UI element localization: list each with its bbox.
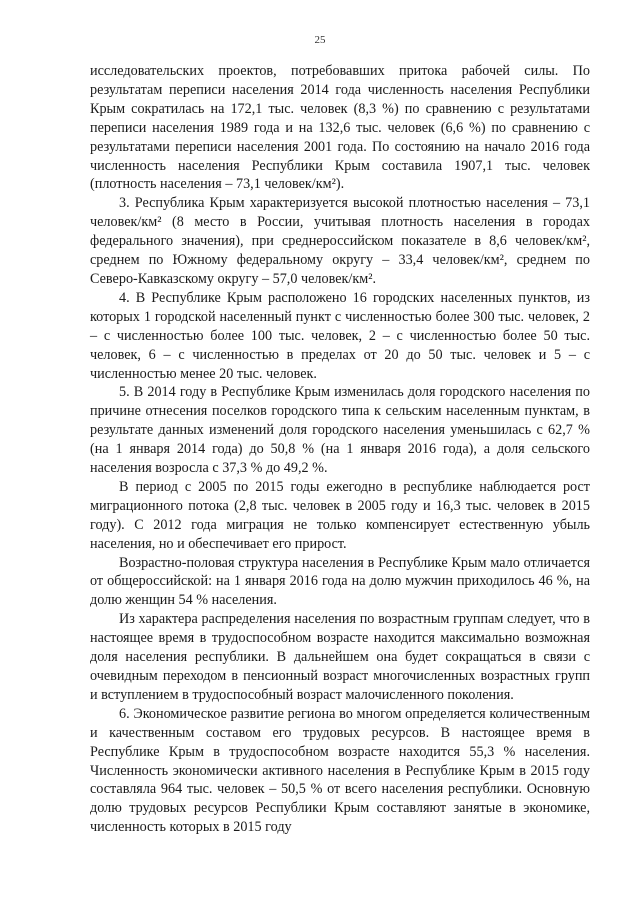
paragraph: 5. В 2014 году в Республике Крым изменилась доля городского населения по причине отнесения поселков городского типа к сельским населенным пунктам, в результате данных изменений доля городского населения уменьшилась с 62,7 % (на 1 января 2014 года) до 50,8 % (на 1 января 2016 года), а доля сельского населения возросла с 37,3 % до 49,2 %. xyxy=(90,384,590,477)
paragraph: В период с 2005 по 2015 годы ежегодно в республике наблюдается рост миграционного потока (2,8 тыс. человек в 2005 году и 16,3 тыс. человек в 2015 году). С 2012 года миграция не только компенсирует естественную убыль населения, но и обеспечивает его прирост. xyxy=(90,478,590,552)
paragraph: Возрастно-половая структура населения в Республике Крым мало отличается от общероссийской: на 1 января 2016 года на долю мужчин приходилось 46 %, на долю женщин 54 % населения. xyxy=(90,554,590,609)
paragraph: Из характера распределения населения по возрастным группам следует, что в настоящее время в трудоспособном возрасте находится максимально возможная доля населения республики. В дальнейшем она будет сокращаться в связи с очевидным переходом в пенсионный возраст многочисленных возрастных групп и вступлением в трудоспособный возраст малочисленного поколения. xyxy=(90,611,590,703)
paragraph: исследовательских проектов, потребовавших притока рабочей силы. По результатам переписи населения 2014 года численность населения Республики Крым сократилась на 172,1 тыс. человек (8,3 %) по сравнению с результатами переписи населения 1989 года и на 132,6 тыс. человек (6,6 %) по сравнению с результатами переписи населения 2001 года. По состоянию на начало 2016 года численность населения Республики Крым составила 1907,1 тыс. человек (плотность населения – 73,1 человек/км²). xyxy=(90,63,590,193)
paragraph: 3. Республика Крым характеризуется высокой плотностью населения – 73,1 человек/км² (8 место в России, учитывая плотность населения в городах федерального значения), при среднероссийском показателе в 8,6 человек/км², среднем по Южному федеральному округу – 33,4 человек/км², среднем по Северо-Кавказскому округу – 57,0 человек/км². xyxy=(90,195,590,287)
paragraph: 4. В Республике Крым расположено 16 городских населенных пунктов, из которых 1 городской населенный пункт с численностью более 300 тыс. человек, 2 – с численностью более 100 тыс. человек, 2 – с численностью более 50 тыс. человек, 6 – с численностью в пределах от 20 до 50 тыс. человек и 5 – с численностью менее 20 тыс. человек. xyxy=(90,289,590,382)
paragraph: 6. Экономическое развитие региона во многом определяется количественным и качественным составом его трудовых ресурсов. В настоящее время в Республике Крым в трудоспособном возрасте находится 55,3 % населения. Численность экономически активного населения в Республике Крым в 2015 году составляла 964 тыс. человек – 50,5 % от всего населения республики. Основную долю трудовых ресурсов Республики Крым составляют занятые в экономике, численность которых в 2015 году xyxy=(90,705,590,836)
page-number: 25 xyxy=(314,34,326,46)
document-body xyxy=(90,62,590,837)
